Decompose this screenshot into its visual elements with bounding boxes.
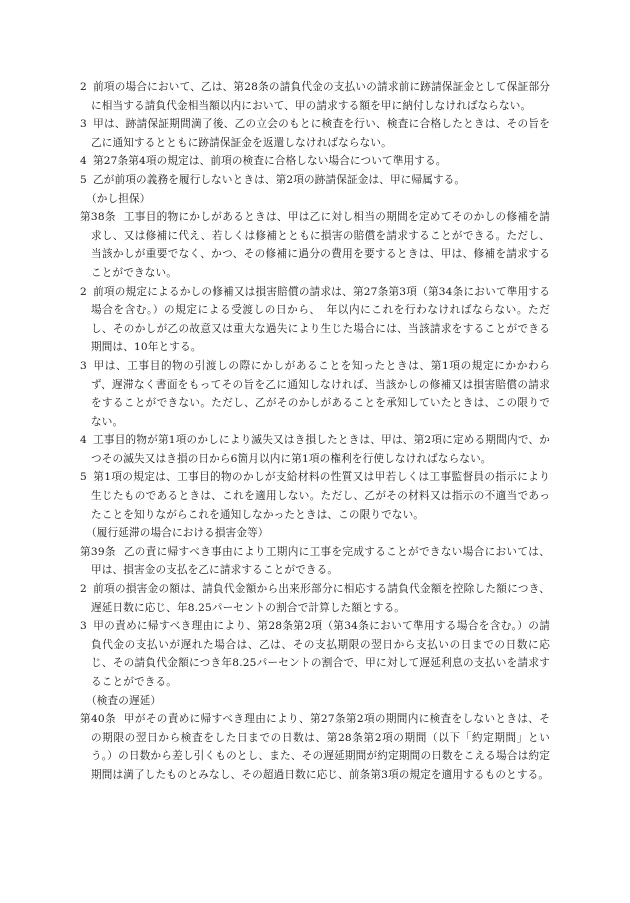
paragraph: [80, 617, 550, 691]
paragraph-number: 3: [80, 118, 87, 131]
article-text: 甲がその責めに帰すべき理由により、第27条第2項の期間内に検査をしないときは、その期限の翌日から検査をした日までの日数は、第28条第2項の期間（以下「約定期間」という。）の日数から差し引くものとし、また、その遅延期間が約定期間の日数をこえる場合は約定期間は満了したものとみなし、その超過日数に応じ、前条第3項の規定を適用するものとする。: [91, 713, 550, 781]
article-number: 第39条: [80, 545, 116, 558]
paragraph-number: 4: [80, 434, 87, 447]
article-number: 第40条: [80, 713, 116, 726]
paragraph: [80, 171, 550, 190]
paragraph-text: 工事目的物が第1項のかしにより滅失又はき損したときは、甲は、第2項に定める期間内で、かつその滅失又はき損の日から6箇月以内に第1項の権利を行使しなければならない。: [91, 434, 550, 465]
paragraph-number: 3: [80, 620, 87, 633]
paragraph: [80, 78, 550, 115]
paragraph-text: 第27条第4項の規定は、前項の検査に合格しない場合について準用する。: [93, 155, 447, 168]
paragraph-text: 第1項の規定は、工事目的物のかしが支給材料の性質又は甲若しくは工事監督員の指示により生じたものであるときは、これを適用しない。ただし、乙がその材料又は指示の不適当であったことを知りながらこれを通知しなかったときは、この限りでない。: [91, 471, 550, 521]
paragraph-text: 甲は、工事目的物の引渡しの際にかしがあることを知ったときは、第1項の規定にかかわらず、遅滞なく書面をもってその旨を乙に通知しなければ、当該かしの修補又は損害賠償の請求をすることができない。ただし、乙がそのかしがあることを承知していたときは、この限りでない。: [91, 359, 550, 428]
paragraph-number: 2: [80, 583, 87, 596]
paragraph: [80, 152, 550, 171]
paragraph-number: 5: [80, 471, 87, 484]
section-heading: （かし担保）: [86, 192, 151, 205]
article: [80, 208, 550, 282]
article: [80, 710, 550, 784]
article-number: 第38条: [80, 211, 116, 224]
paragraph: [80, 357, 550, 431]
paragraph-text: 前項の場合において、乙は、第28条の請負代金の支払いの請求前に跡請保証金として保証部分に相当する請負代金相当額以内において、甲の請求する額を甲に納付しなければならない。: [91, 81, 550, 112]
paragraph: [80, 468, 550, 524]
article-text: 乙の責に帰すべき事由により工期内に工事を完成することができない場合においては、甲は、損害金の支払を乙に請求することができる。: [91, 545, 550, 577]
paragraph-text: 前項の損害金の額は、請負代金額から出来形部分に相応する請負代金額を控除した額につき、遅延日数に応じ、年8.25パーセントの割合で計算した額とする。: [91, 583, 550, 614]
paragraph: [80, 283, 550, 357]
article-text: 工事目的物にかしがあるときは、甲は乙に対し相当の期間を定めてそのかしの修補を請求し、又は修補に代え、若しくは修補とともに損害の賠償を請求することができる。ただし、当該かしが重要でなく、かつ、その修補に過分の費用を要するときは、甲は、修補を請求することができない。: [91, 211, 550, 279]
section-heading: （履行延滞の場合における損害金等）: [86, 527, 269, 540]
article: [80, 543, 550, 580]
paragraph: [80, 115, 550, 152]
paragraph: [80, 431, 550, 468]
paragraph-text: 乙が前項の義務を履行しないときは、第2項の跡請保証金は、甲に帰属する。: [93, 173, 466, 186]
paragraph-number: 4: [80, 155, 87, 168]
paragraph-text: 甲の責めに帰すべき理由により、第28条第2項（第34条において準用する場合を含む。）の請負代金の支払いが遅れた場合は、乙は、その支払期限の翌日から支払いの日までの日数に応じ、その請負代金額につき年8.25パーセントの割合で、甲に対して遅延利息の支払いを請求することができる。: [91, 620, 550, 688]
paragraph-number: 2: [80, 81, 87, 93]
paragraph-number: 2: [80, 285, 87, 298]
paragraph-number: 5: [80, 173, 87, 186]
paragraph: [80, 580, 550, 617]
paragraph-text: 前項の規定によるかしの修補又は損害賠償の請求は、第27条第3項（第34条において準用する場合を含む。）の規定による受渡しの日から、 年以内にこれを行わなければならない。ただし、そのかしが乙の故意又は重大な過失により生じた場合には、当該請求をすることができる期間は、10年とする。: [91, 285, 550, 354]
section-heading: （検査の遅延）: [86, 694, 162, 707]
paragraph-number: 3: [80, 359, 87, 372]
paragraph-text: 甲は、跡請保証期間満了後、乙の立会のもとに検査を行い、検査に合格したときは、その旨を乙に通知するとともに跡請保証金を返還しなければならない。: [91, 118, 550, 149]
document-body: [80, 78, 550, 785]
